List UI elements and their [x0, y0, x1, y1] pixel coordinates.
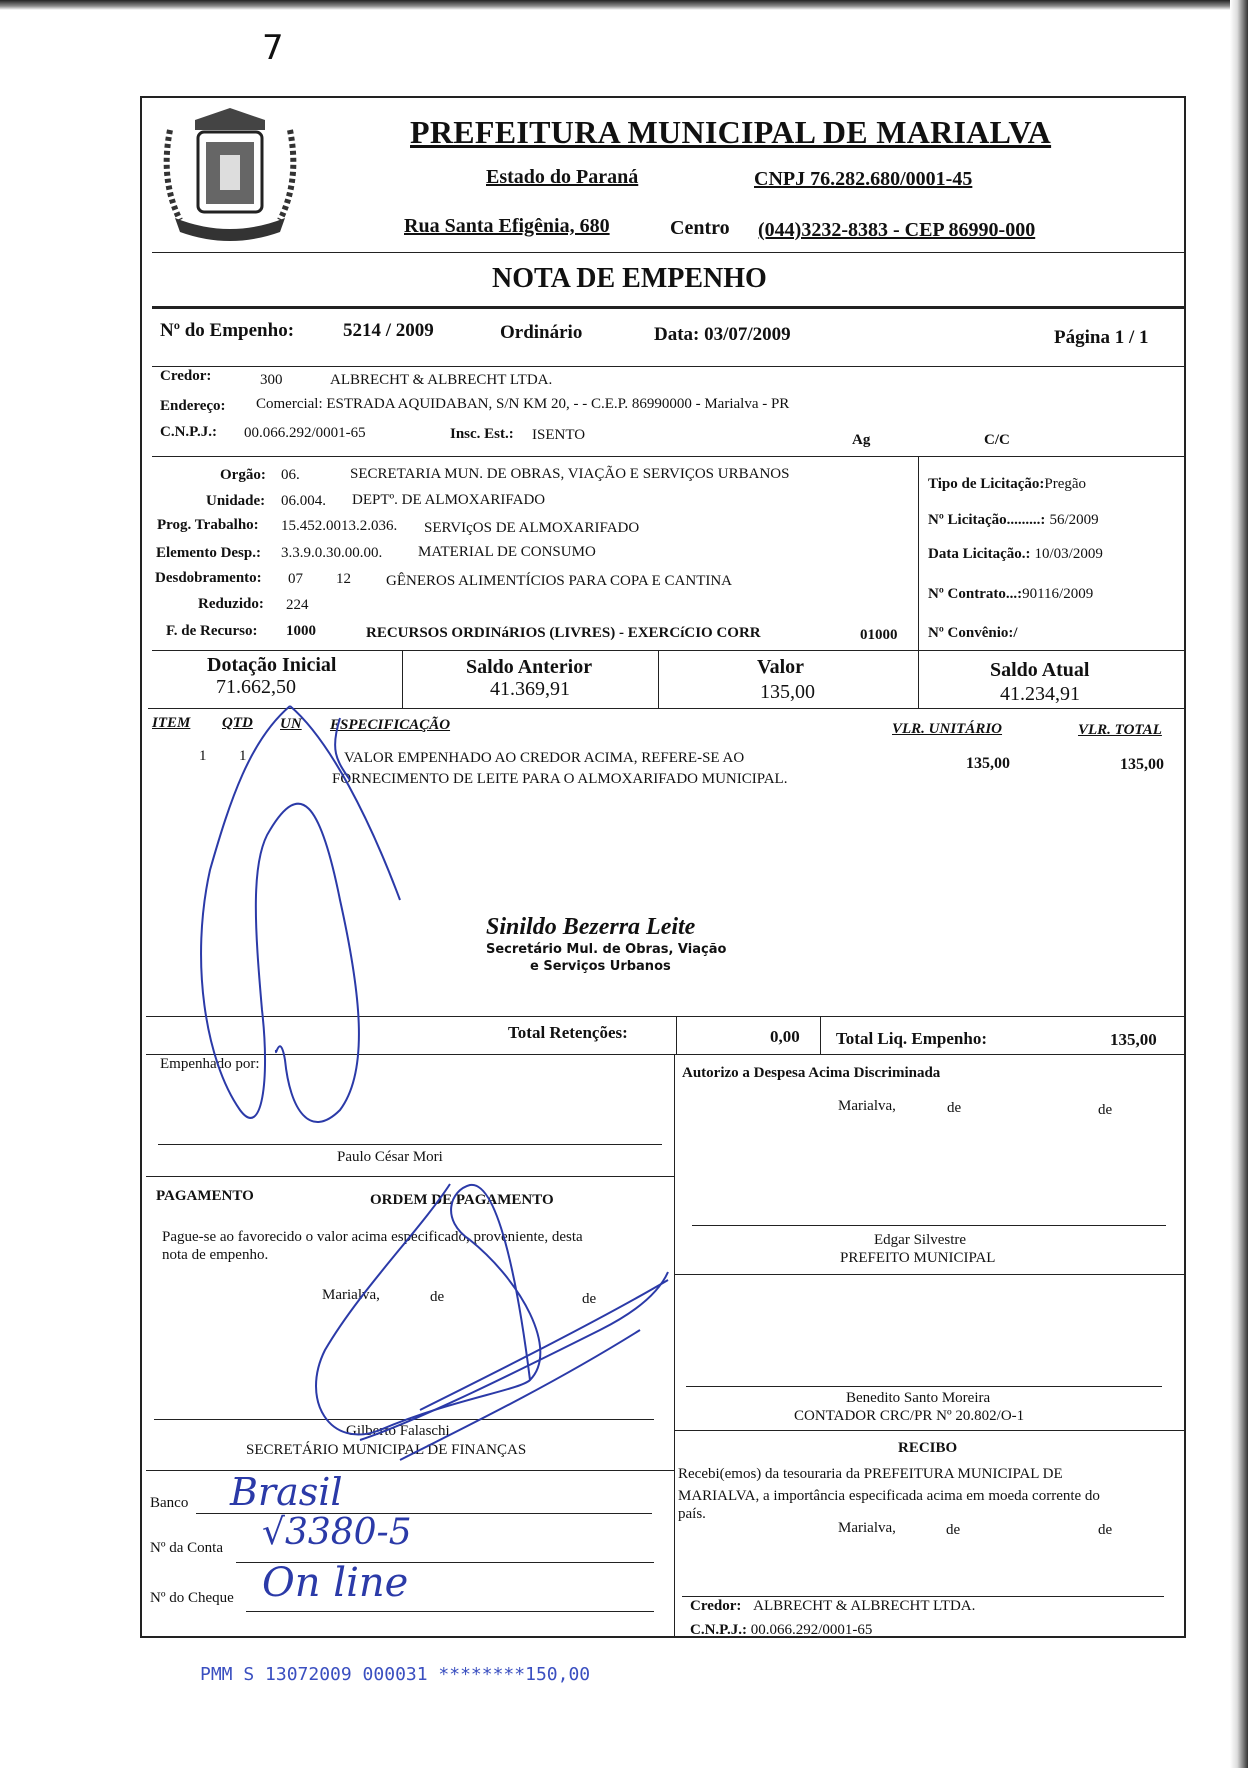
saldo-anterior-value: 41.369,91: [490, 678, 570, 700]
empenhado-label: Empenhado por:: [160, 1056, 260, 1072]
valor-label: Valor: [757, 656, 805, 678]
prog-desc: SERVIçOS DE ALMOXARIFADO: [424, 520, 640, 536]
stamp-line-2: e Serviços Urbanos: [530, 959, 671, 974]
recibo-text-1: Recebi(emos) da tesouraria da PREFEITURA MUNICIPAL DE: [678, 1466, 1063, 1482]
recurso-code: 01000: [860, 627, 898, 643]
saldo-atual-label: Saldo Atual: [990, 659, 1090, 681]
recibo-de-1: de: [946, 1522, 961, 1538]
contrato-value: 90116/2009: [1022, 586, 1094, 602]
orgao-value: 06.: [281, 467, 300, 483]
recibo-city: Marialva,: [838, 1520, 896, 1536]
num-licitacao-label: Nº Licitação.........:: [928, 512, 1046, 528]
contador-signer: Benedito Santo Moreira: [846, 1390, 991, 1406]
credor-cnpj-label: C.N.P.J.:: [160, 424, 217, 440]
empenho-type: Ordinário: [500, 322, 583, 343]
qtd-col-header: QTD: [222, 715, 253, 731]
num-licitacao-value: 56/2009: [1049, 512, 1099, 528]
item-col-header: ITEM: [152, 715, 191, 731]
conta-handwritten: √3380-5: [262, 1512, 412, 1553]
recibo-credor-value: ALBRECHT & ALBRECHT LTDA.: [753, 1598, 976, 1614]
prefeito-role: PREFEITO MUNICIPAL: [840, 1250, 996, 1266]
recibo-text-3: país.: [678, 1506, 706, 1522]
recurso-label: F. de Recurso:: [166, 623, 258, 639]
recurso-desc: RECURSOS ORDINáRIOS (LIVRES) - EXERCíCIO CORR: [366, 625, 761, 641]
state-name: Estado do Paraná: [486, 166, 639, 188]
prog-value: 15.452.0013.2.036.: [281, 518, 398, 534]
insc-label: Insc. Est.:: [450, 426, 514, 442]
total-liq-value: 135,00: [1110, 1030, 1157, 1049]
prefeitura-address: Rua Santa Efigênia, 680: [404, 215, 610, 237]
credor-code: 300: [260, 372, 283, 388]
row-unit-price: 135,00: [966, 755, 1010, 772]
recurso-value: 1000: [286, 623, 316, 639]
contrato-label: Nº Contrato...:: [928, 586, 1023, 602]
scan-top-edge: [0, 0, 1248, 10]
credor-label: Credor:: [160, 368, 212, 384]
desdobramento-a: 07: [288, 571, 303, 587]
pagamento-text-1: Pague-se ao favorecido o valor acima especificado, proveniente, desta: [162, 1229, 583, 1245]
stamp-name: Sinildo Bezerra Leite: [486, 914, 696, 940]
orgao-label: Orgão:: [220, 467, 266, 483]
prefeitura-phone-cep: (044)3232-8383 - CEP 86990-000: [758, 219, 1036, 241]
empenho-number-label: Nº do Empenho:: [160, 320, 295, 341]
desdobramento-label: Desdobramento:: [155, 570, 262, 586]
empenho-date: Data: 03/07/2009: [654, 324, 791, 345]
stamp-line-1: Secretário Mul. de Obras, Viação: [486, 942, 727, 957]
credor-name: ALBRECHT & ALBRECHT LTDA.: [330, 372, 553, 388]
dotacao-label: Dotação Inicial: [207, 654, 337, 676]
total-col-header: VLR. TOTAL: [1078, 722, 1162, 738]
credor-address: Comercial: ESTRADA AQUIDABAN, S/N KM 20, - - C.E.P. 86990000 - Marialva - PR: [256, 396, 790, 412]
pagamento-label: PAGAMENTO: [156, 1188, 254, 1204]
saldo-atual-value: 41.234,91: [1000, 683, 1080, 705]
desdobramento-b: 12: [336, 571, 351, 587]
contador-role: CONTADOR CRC/PR Nº 20.802/O-1: [794, 1408, 1025, 1424]
unit-price-col-header: VLR. UNITÁRIO: [892, 721, 1003, 737]
row-item: 1: [199, 748, 207, 764]
spec-col-header: ESPECIFICAÇÃO: [330, 717, 451, 733]
corner-mark: 7: [262, 28, 284, 68]
recibo-de-2: de: [1098, 1522, 1113, 1538]
prefeitura-district: Centro: [670, 217, 730, 239]
row-qtd: 1: [239, 748, 247, 764]
data-licitacao-value: 10/03/2009: [1034, 546, 1103, 562]
cc-label: C/C: [984, 432, 1010, 448]
bank-processing-stamp: PMM S 13072009 000031 ********150,00: [200, 1664, 591, 1685]
un-col-header: UN: [280, 716, 302, 732]
desdobramento-desc: GÊNEROS ALIMENTÍCIOS PARA COPA E CANTINA: [386, 573, 733, 589]
elemento-value: 3.3.9.0.30.00.00.: [281, 545, 383, 561]
empenhado-signer: Paulo César Mori: [337, 1149, 443, 1165]
saldo-anterior-label: Saldo Anterior: [466, 656, 593, 678]
total-liq-label: Total Liq. Empenho:: [836, 1029, 987, 1048]
ordem-pagamento-label: ORDEM DE PAGAMENTO: [370, 1192, 554, 1208]
doc-title: NOTA DE EMPENHO: [492, 263, 767, 294]
orgao-desc: SECRETARIA MUN. DE OBRAS, VIAÇÃO E SERVIÇOS URBANOS: [350, 466, 790, 482]
unidade-desc: DEPTº. DE ALMOXARIFADO: [352, 492, 546, 508]
banco-handwritten: Brasil: [230, 1470, 343, 1514]
elemento-label: Elemento Desp.:: [156, 545, 261, 561]
recibo-text-2: MARIALVA, a importância especificada acima em moeda corrente do: [678, 1488, 1100, 1504]
financas-signer: Gilberto Falaschi: [346, 1423, 450, 1439]
prefeitura-title: PREFEITURA MUNICIPAL DE MARIALVA: [410, 114, 1052, 150]
address-label: Endereço:: [160, 398, 226, 414]
row-spec-line-2: FORNECIMENTO DE LEITE PARA O ALMOXARIFADO MUNICIPAL.: [332, 771, 788, 787]
row-total: 135,00: [1120, 756, 1164, 773]
unidade-value: 06.004.: [281, 493, 326, 509]
pagamento-text-2: nota de empenho.: [162, 1247, 269, 1263]
pagamento-de-1: de: [430, 1289, 445, 1305]
page-number: Página 1 / 1: [1054, 327, 1149, 348]
prefeito-name: Edgar Silvestre: [874, 1232, 967, 1248]
reduzido-label: Reduzido:: [198, 596, 264, 612]
autorizo-de-2: de: [1098, 1102, 1113, 1118]
recibo-credor-label: Credor:: [690, 1598, 742, 1614]
scan-right-edge: [1230, 0, 1248, 1768]
prefeitura-cnpj: CNPJ 76.282.680/0001-45: [754, 168, 973, 190]
autorizo-city: Marialva,: [838, 1098, 896, 1114]
dotacao-value: 71.662,50: [216, 676, 296, 698]
pagamento-de-2: de: [582, 1291, 597, 1307]
recibo-cnpj-value: 00.066.292/0001-65: [750, 1622, 873, 1638]
empenho-number: 5214 / 2009: [343, 320, 434, 341]
convenio-label: Nº Convênio:/: [928, 625, 1018, 641]
credor-cnpj: 00.066.292/0001-65: [244, 425, 366, 441]
conta-label: Nº da Conta: [150, 1540, 223, 1556]
financas-role: SECRETÁRIO MUNICIPAL DE FINANÇAS: [246, 1442, 527, 1458]
retencoes-label: Total Retenções:: [508, 1023, 628, 1042]
ag-label: Ag: [852, 432, 871, 448]
unidade-label: Unidade:: [206, 493, 266, 509]
tipo-licitacao-label: Tipo de Licitação:: [928, 476, 1045, 492]
autorizo-de-1: de: [947, 1100, 962, 1116]
tipo-licitacao-value: Pregão: [1044, 476, 1087, 492]
elemento-desc: MATERIAL DE CONSUMO: [418, 544, 596, 560]
data-licitacao-label: Data Licitação.:: [928, 546, 1031, 562]
row-spec-line-1: VALOR EMPENHADO AO CREDOR ACIMA, REFERE-SE AO: [344, 750, 745, 766]
pagamento-city: Marialva,: [322, 1287, 380, 1303]
cheque-handwritten: On line: [262, 1560, 409, 1606]
recibo-cnpj-label: C.N.P.J.:: [690, 1622, 747, 1638]
retencoes-value: 0,00: [770, 1027, 800, 1046]
cheque-label: Nº do Cheque: [150, 1590, 234, 1606]
prog-label: Prog. Trabalho:: [157, 517, 259, 533]
insc-value: ISENTO: [532, 427, 586, 443]
autorizo-label: Autorizo a Despesa Acima Discriminada: [682, 1065, 941, 1081]
reduzido-value: 224: [286, 597, 309, 613]
valor-value: 135,00: [760, 681, 815, 703]
coat-of-arms-icon: [150, 100, 310, 250]
banco-label: Banco: [150, 1495, 189, 1511]
recibo-title: RECIBO: [898, 1440, 958, 1456]
